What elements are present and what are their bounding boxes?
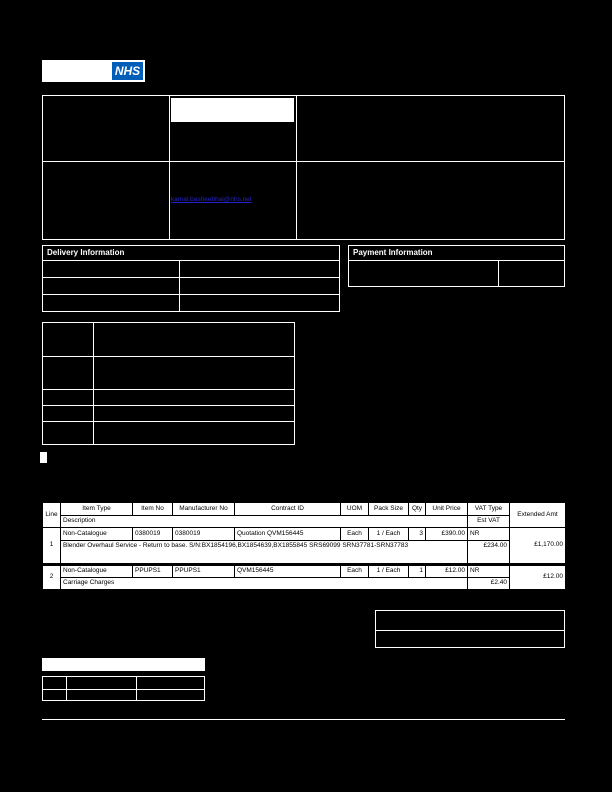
- divider: [498, 260, 499, 286]
- cell-unit-price: £390.00: [426, 528, 468, 541]
- cell-contract-id: QVM156445: [235, 565, 341, 578]
- divider: [43, 356, 294, 357]
- cell-pack-size: 1 / Each: [369, 565, 409, 578]
- col-header-item-no: Item No: [133, 503, 173, 516]
- nhs-logo: [112, 62, 143, 80]
- col-header-vat-type: VAT Type: [468, 503, 510, 516]
- item-row-2-description: [43, 578, 566, 590]
- col-header-contract-id: Contract ID: [235, 503, 341, 516]
- order-header-box: [42, 95, 565, 240]
- cell-unit-price: £12.00: [426, 565, 468, 578]
- col-header-item-type: Item Type: [61, 503, 133, 516]
- cell-est-vat: £2.40: [468, 578, 510, 590]
- cell-est-vat: £234.00: [468, 541, 510, 565]
- item-row-2: [43, 565, 566, 578]
- divider: [296, 96, 297, 239]
- cell-extended-amt: £12.00: [510, 565, 566, 590]
- payment-information-title: Payment Information: [353, 248, 433, 257]
- divider: [169, 96, 170, 239]
- cell-manufacturer-no: PPUPS1: [173, 565, 235, 578]
- totals-box: [375, 610, 565, 648]
- cell-pack-size: 1 / Each: [369, 528, 409, 541]
- divider: [43, 260, 339, 261]
- cell-manufacturer-no: 0380019: [173, 528, 235, 541]
- col-header-manufacturer-no: Manufacturer No: [173, 503, 235, 516]
- payment-information-box: [348, 245, 565, 287]
- cell-description: Blender Overhaul Service - Return to base. S/N:BX1854196,BX1854639,BX1855845 SRS69099 SRN37781-SRN37783: [61, 541, 468, 565]
- col-header-description: Description: [61, 516, 468, 528]
- divider: [43, 389, 294, 390]
- footer-rule: [42, 719, 565, 720]
- col-header-line: Line: [43, 503, 61, 528]
- authorization-box: [42, 676, 205, 701]
- redacted-block: [42, 658, 205, 671]
- cell-line: 1: [43, 528, 61, 565]
- divider: [93, 323, 94, 444]
- cell-vat-type: NR: [468, 565, 510, 578]
- divider: [43, 277, 339, 278]
- delivery-information-box: [42, 245, 340, 312]
- cell-vat-type: NR: [468, 528, 510, 541]
- delivery-information-title: Delivery Information: [47, 248, 125, 257]
- order-details-box: [42, 322, 295, 445]
- divider: [66, 677, 67, 700]
- cell-extended-amt: £1,170.00: [510, 528, 566, 565]
- col-header-qty: Qty: [409, 503, 426, 516]
- divider: [179, 260, 180, 311]
- cell-uom: Each: [341, 565, 369, 578]
- col-header-pack-size: Pack Size: [369, 503, 409, 516]
- cell-item-no: PPUPS1: [133, 565, 173, 578]
- cell-uom: Each: [341, 528, 369, 541]
- divider: [376, 630, 564, 631]
- cell-item-type: Non-Catalogue: [61, 565, 133, 578]
- col-header-unit-price: Unit Price: [426, 503, 468, 516]
- divider: [136, 677, 137, 700]
- divider: [43, 405, 294, 406]
- divider: [349, 260, 564, 261]
- item-row-1: [43, 528, 566, 541]
- redacted-supplier-block: [171, 98, 294, 122]
- cell-contract-id: Quotation QVM156445: [235, 528, 341, 541]
- divider: [43, 161, 564, 162]
- cell-description: Carriage Charges: [61, 578, 468, 590]
- items-subheader-row: [43, 516, 566, 528]
- divider: [43, 689, 204, 690]
- items-header-row: [43, 503, 566, 516]
- cell-item-type: Non-Catalogue: [61, 528, 133, 541]
- items-table: [42, 502, 566, 590]
- col-header-uom: UOM: [341, 503, 369, 516]
- item-row-1-description: [43, 541, 566, 565]
- logo-strip: [42, 60, 145, 82]
- divider: [43, 294, 339, 295]
- col-header-extended-amt: Extended Amt: [510, 503, 566, 528]
- cell-line: 2: [43, 565, 61, 590]
- cell-item-no: 0380019: [133, 528, 173, 541]
- divider: [43, 421, 294, 422]
- cell-qty: 1: [409, 565, 426, 578]
- email-link[interactable]: kamal.basheebhai@nhs.net: [171, 196, 252, 203]
- col-header-est-vat: Est VAT: [468, 516, 510, 528]
- redacted-mark: [40, 452, 47, 463]
- nhs-logo-text: NHS: [114, 64, 141, 78]
- cell-qty: 3: [409, 528, 426, 541]
